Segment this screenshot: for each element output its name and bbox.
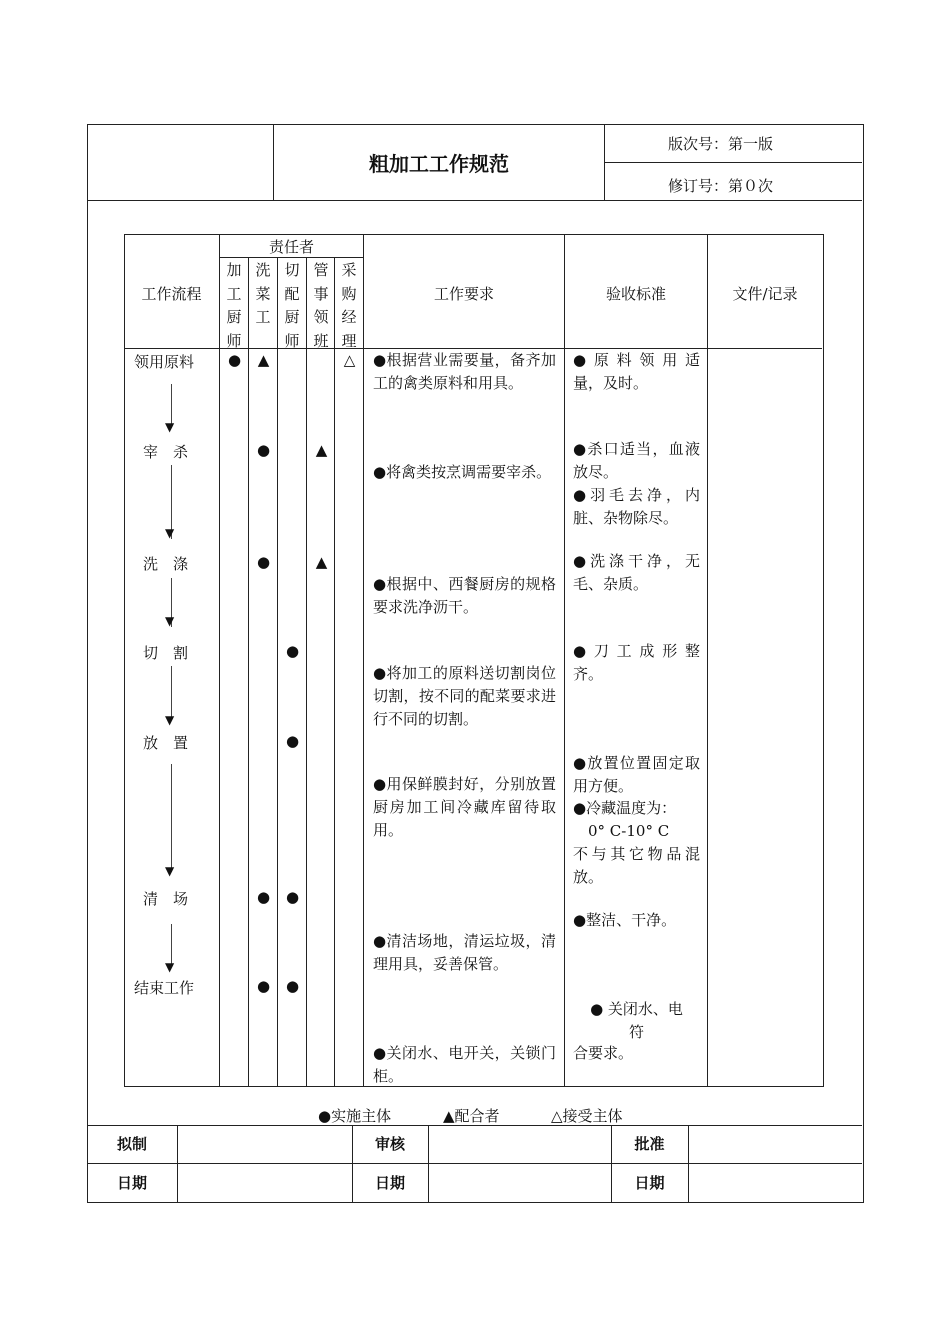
acceptance-slaughter-2: ●羽毛去净，内脏、杂物除尽。 — [573, 486, 700, 527]
acceptance-finish-1: ● 关闭水、电 符 — [590, 1000, 683, 1041]
row-line-responsible — [219, 257, 364, 258]
requirement-cut: ●将加工的原料送切割岗位切割，按不同的配菜要求进行不同的切割。 — [373, 664, 556, 728]
requirement-finish: ●关闭水、电开关，关锁门柜。 — [373, 1044, 556, 1085]
mark-r5-cutting-chef: ● — [285, 732, 300, 750]
step-receive-materials: 领用原料 — [134, 353, 195, 371]
signoff-date-label-3: 日期 — [634, 1174, 665, 1192]
acceptance-store-1: ●放置位置固定取用方便。 — [573, 754, 700, 795]
acceptance-slaughter-1: ●杀口适当，血液放尽。 — [573, 440, 700, 481]
legend-cooperator: ▲配合者 — [443, 1107, 500, 1125]
signoff-v3 — [428, 1125, 429, 1202]
acceptance-store-2: ●冷藏温度为： — [573, 799, 677, 817]
flow-arrow-line-5 — [171, 764, 172, 872]
signoff-date-label-2: 日期 — [374, 1174, 405, 1192]
step-clean-up: 清 场 — [143, 890, 189, 908]
col-line-8 — [707, 234, 708, 1086]
mark-r1-purchasing: △ — [343, 351, 356, 369]
col-line-7 — [564, 234, 565, 1086]
legend-implementer: ●实施主体 — [318, 1107, 392, 1125]
signoff-review-label: 审核 — [374, 1135, 405, 1153]
mark-r7-washer: ● — [256, 977, 271, 995]
step-store: 放 置 — [143, 734, 189, 752]
arrow-down-icon: ▼ — [165, 864, 175, 878]
step-slaughter: 宰 杀 — [143, 443, 189, 461]
requirement-receive: ●根据营业需要量，备齐加工的禽类原料和用具。 — [373, 351, 556, 392]
header-divider-right-h — [604, 162, 862, 163]
mark-r6-washer: ● — [256, 888, 271, 906]
acceptance-finish-2: 合要求。 — [573, 1044, 634, 1062]
document-title: 粗加工工作规范 — [369, 152, 509, 176]
signoff-date-label-1: 日期 — [116, 1174, 147, 1192]
acceptance-store-3: 不与其它物品混放。 — [573, 845, 700, 886]
signoff-middle — [87, 1163, 862, 1164]
legend-acceptor: △接受主体 — [551, 1107, 623, 1125]
step-cut: 切 割 — [143, 644, 189, 662]
col-requirement-header: 工作要求 — [433, 285, 494, 303]
col-docs-header: 文件/记录 — [732, 285, 798, 303]
mark-r1-processing-chef: ● — [227, 351, 242, 369]
signoff-approve-label: 批准 — [634, 1135, 665, 1153]
signoff-top — [87, 1125, 862, 1126]
signoff-v1 — [177, 1125, 178, 1202]
acceptance-clean-up: ●整洁、干净。 — [573, 911, 677, 929]
requirement-store: ●用保鲜膜封好，分别放置厨房加工间冷藏库留待取用。 — [373, 775, 556, 839]
role-steward-lead: 管 事 领 班 — [313, 261, 329, 350]
col-line-2 — [248, 257, 249, 1086]
role-processing-chef: 加 工 厨 师 — [226, 261, 242, 350]
requirement-clean-up: ●清洁场地，清运垃圾，清理用具，妥善保管。 — [373, 932, 556, 973]
mark-r1-washer: ▲ — [257, 351, 270, 369]
mark-r6-cutting-chef: ● — [285, 888, 300, 906]
revision-number: 修订号：第０次 — [668, 177, 774, 195]
mark-r4-cutting-chef: ● — [285, 642, 300, 660]
col-line-4 — [306, 257, 307, 1086]
mark-r2-steward: ▲ — [315, 441, 328, 459]
role-vegetable-washer: 洗 菜 工 — [255, 261, 271, 326]
arrow-down-icon: ▼ — [165, 614, 175, 628]
version-number: 版次号：第一版 — [668, 135, 774, 153]
role-purchasing-manager: 采 购 经 理 — [341, 261, 357, 350]
col-line-5 — [334, 257, 335, 1086]
col-line-3 — [277, 257, 278, 1086]
acceptance-store-temp: 0° C-10° C — [588, 822, 670, 840]
requirement-slaughter: ●将禽类按烹调需要宰杀。 — [373, 463, 552, 481]
acceptance-cut: ● 刀 工 成 形 整齐。 — [573, 642, 700, 683]
arrow-down-icon: ▼ — [165, 420, 175, 434]
mark-r7-cutting-chef: ● — [285, 977, 300, 995]
flow-arrow-line-4 — [171, 666, 172, 719]
requirement-wash: ●根据中、西餐厨房的规格要求洗净沥干。 — [373, 575, 556, 616]
signoff-v5 — [688, 1125, 689, 1202]
step-wash: 洗 涤 — [143, 555, 189, 573]
step-finish: 结束工作 — [134, 979, 195, 997]
acceptance-wash: ●洗涤干净，无毛、杂质。 — [573, 552, 700, 593]
mark-r2-washer: ● — [256, 441, 271, 459]
col-process-header: 工作流程 — [141, 285, 202, 303]
arrow-down-icon: ▼ — [165, 960, 175, 974]
role-cutting-chef: 切 配 厨 师 — [284, 261, 300, 350]
mark-r3-washer: ● — [256, 553, 271, 571]
acceptance-receive: ● 原 料 领 用 适量，及时。 — [573, 351, 700, 392]
arrow-down-icon: ▼ — [165, 713, 175, 727]
col-acceptance-header: 验收标准 — [605, 285, 666, 303]
col-responsible-header: 责任者 — [268, 238, 314, 256]
mark-r3-steward: ▲ — [315, 553, 328, 571]
signoff-draft-label: 拟制 — [116, 1135, 147, 1153]
arrow-down-icon: ▼ — [165, 526, 175, 540]
header-bottom — [87, 200, 862, 201]
